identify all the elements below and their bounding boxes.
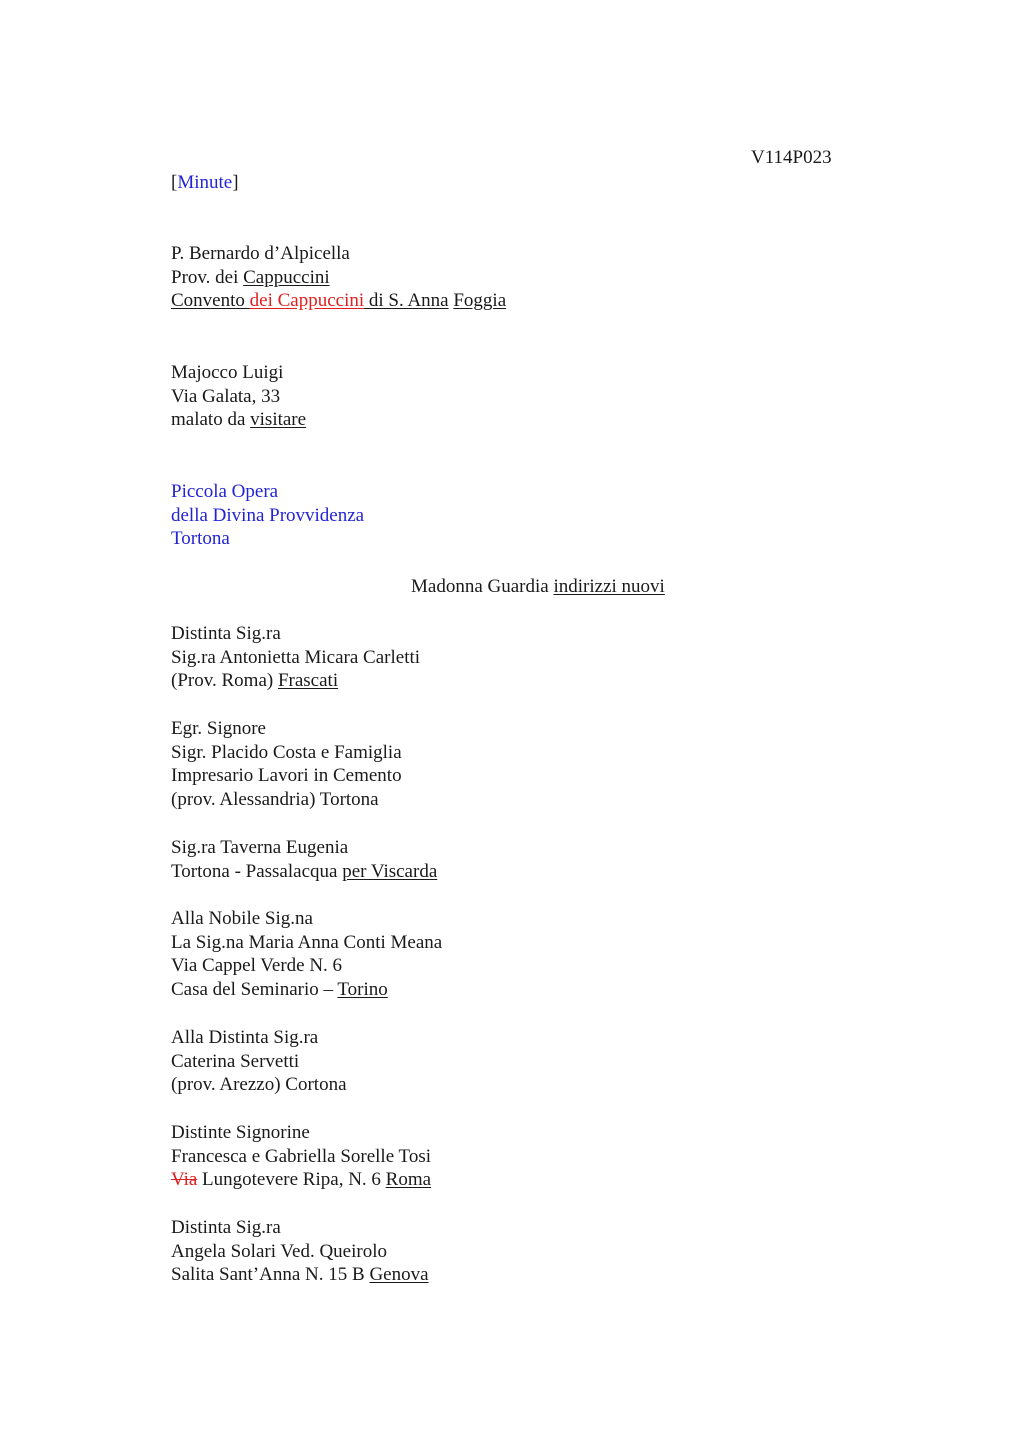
sender-convent: Convento dei Cappuccini di S. Anna Foggia [171,290,507,312]
address-entry: Egr. Signore Sigr. Placido Costa e Famiglia Impresario Lavori in Cemento (prov. Alessandria) Tortona [171,718,402,811]
letterhead: Piccola Opera della Divina Provvidenza Tortona [171,481,365,550]
sender-province: Prov. dei Cappuccini [171,266,330,288]
minute-label [171,171,871,195]
sender-name: P. Bernardo d’Alpicella [171,243,350,264]
sender-address [171,242,871,313]
address-entry: Distinta Sig.ra Sig.ra Antonietta Micara Carletti (Prov. Roma) Frascati [171,623,421,692]
address-entry: Alla Nobile Sig.na La Sig.na Maria Anna Conti Meana Via Cappel Verde N. 6 Casa del Seminario – Torino [171,908,443,1001]
deleted-text: dei Cappuccini [249,290,365,312]
minute-bracket-open: [ [171,172,178,193]
document-id: V114P023 [751,147,832,168]
address-entry: Sig.ra Taverna Eugenia Tortona - Passalacqua per Viscarda [171,837,438,882]
minute-bracket-close: ] [232,172,239,193]
address-entry: Distinta Sig.ra Angela Solari Ved. Queirolo Salita Sant’Anna N. 15 B Genova [171,1217,429,1286]
minute-text: Minute [177,172,233,193]
deleted-text: Via [171,1169,198,1191]
address-entry: Distinte Signorine Francesca e Gabriella Sorelle Tosi Via Lungotevere Ripa, N. 6 Roma [171,1122,432,1191]
section-title: Madonna Guardia indirizzi nuovi [411,576,665,597]
sick-person-address: Majocco Luigi Via Galata, 33 malato da visitare [171,362,307,431]
address-entry: Alla Distinta Sig.ra Caterina Servetti (prov. Arezzo) Cortona [171,1027,347,1096]
